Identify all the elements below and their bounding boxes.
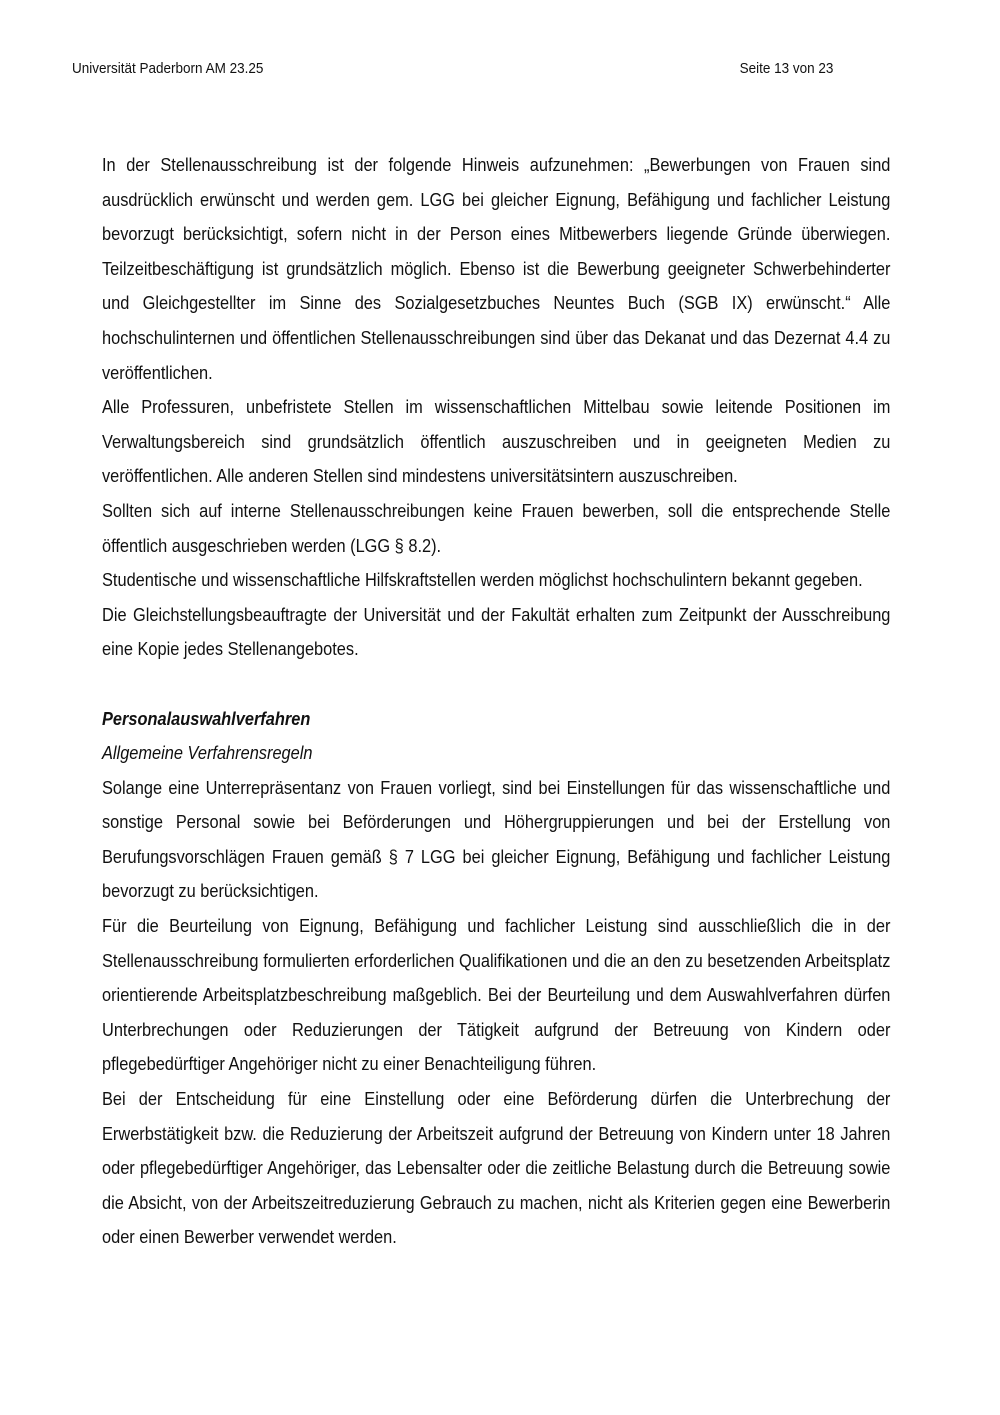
paragraph-underrepresentation: Solange eine Unterrepräsentanz von Frauen vorliegt, sind bei Einstellungen für das wissenschaftliche und sonstige Personal sowie bei Beförderungen und Höhergruppierungen und bei der Erstellung von Berufungsvorschlägen Frauen gemäß § 7 LGG bei gleicher Eignung, Befähigung und fachlicher Leistung bevorzugt zu berücksichtigen. [102, 777, 891, 902]
section-subheading: Allgemeine Verfahrensregeln [102, 743, 313, 764]
header-document-ref: Universität Paderborn AM 23.25 [72, 60, 264, 77]
paragraph-internal-advertisement: Sollten sich auf interne Stellenausschreibungen keine Frauen bewerben, soll die entsprechende Stelle öffentlich ausgeschrieben werden (LGG § 8.2). [102, 500, 891, 556]
section-spacer [102, 667, 890, 702]
paragraph-announcement-notice: In der Stellenausschreibung ist der folgende Hinweis aufzunehmen: „Bewerbungen von Frauen sind ausdrücklich erwünscht und werden gem. LGG bei gleicher Eignung, Befähigung und fachlicher Leistung bevorzugt berücksichtigt, sofern nicht in der Person eines Mitbewerbers liegende Gründe überwiegen. Teilzeitbeschäftigung ist grundsätzlich möglich. Ebenso ist die Bewerbung geeigneter Schwerbehinderter und Gleichgestellter im Sinne des Sozialgesetzbuches Neuntes Buch (SGB IX) erwünscht.“ Alle hochschulinternen und öffentlichen Stellenausschreibungen sind über das Dekanat und das Dezernat 4.4 zu veröffentlichen. [102, 155, 891, 383]
paragraph-equality-officer-copy: Die Gleichstellungsbeauftragte der Universität und der Fakultät erhalten zum Zeitpunkt der Ausschreibung eine Kopie jedes Stellenangebotes. [102, 604, 891, 660]
paragraph-student-assistants: Studentische und wissenschaftliche Hilfskraftstellen werden möglichst hochschulintern bekannt gegeben. [102, 570, 863, 591]
paragraph-assessment-criteria: Für die Beurteilung von Eignung, Befähigung und fachlicher Leistung sind ausschließlich die in der Stellenausschreibung formulierten erforderlichen Qualifikationen und die an den zu besetzenden Arbeitsplatz orientierende Arbeitsplatzbeschreibung maßgeblich. Bei der Beurteilung und dem Auswahlverfahren dürfen Unterbrechungen oder Reduzierungen der Tätigkeit aufgrund der Betreuung von Kindern oder pflegebedürftiger Angehöriger nicht zu einer Benachteiligung führen. [102, 916, 891, 1075]
paragraph-decision-criteria: Bei der Entscheidung für eine Einstellung oder eine Beförderung dürfen die Unterbrechung der Erwerbstätigkeit bzw. die Reduzierung der Arbeitszeit aufgrund der Betreuung von Kindern unter 18 Jahren oder pflegebedürftiger Angehöriger, das Lebensalter oder die zeitliche Belastung durch die Betreuung sowie die Absicht, von der Arbeitszeitreduzierung Gebrauch zu machen, nicht als Kriterien gegen eine Bewerberin oder einen Bewerber verwendet werden. [102, 1089, 891, 1248]
page-header [72, 60, 833, 77]
section-heading: Personalauswahlverfahren [102, 708, 311, 729]
page-body [102, 148, 890, 1255]
header-page-number: Seite 13 von 23 [739, 60, 834, 77]
paragraph-public-advertisement: Alle Professuren, unbefristete Stellen im wissenschaftlichen Mittelbau sowie leitende Positionen im Verwaltungsbereich sind grundsätzlich öffentlich auszuschreiben und in geeigneten Medien zu veröffentlichen. Alle anderen Stellen sind mindestens universitätsintern auszuschreiben. [102, 397, 891, 487]
